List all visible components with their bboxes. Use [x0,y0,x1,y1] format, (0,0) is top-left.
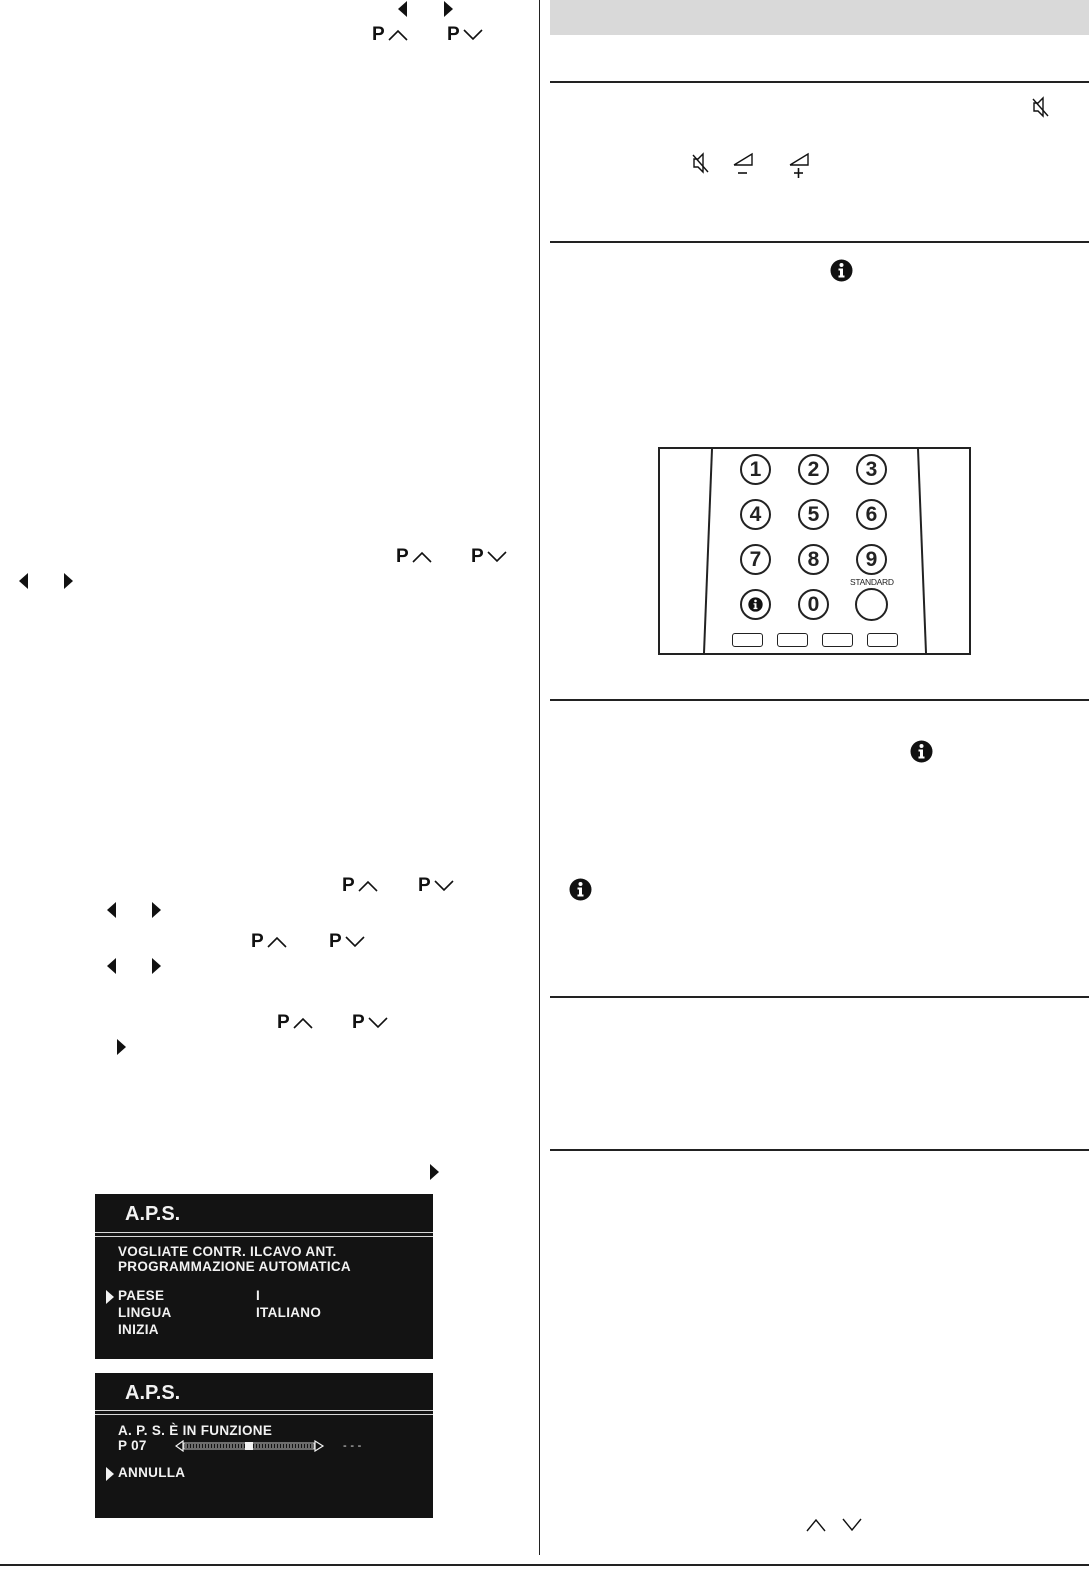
info-icon [748,597,763,612]
progress-start-arrow-icon [176,1441,183,1451]
progress-bar [175,1440,325,1452]
section-divider [550,81,1089,83]
chevron-up-icon [412,551,432,563]
left-arrow-icon [398,1,407,17]
menu-item-inizia[interactable]: INIZIA [118,1322,159,1337]
chevron-up-icon [293,1017,313,1029]
p-up-key [342,876,378,896]
color-key-3[interactable] [822,633,853,647]
menu-item-paese[interactable]: PAESE [118,1288,165,1303]
menu-value-lingua: ITALIANO [256,1305,322,1320]
color-key-4[interactable] [867,633,898,647]
digit-3-button[interactable]: 3 [856,454,887,485]
right-arrow-icon [430,1164,439,1180]
p-up-label: P [277,1012,290,1033]
left-arrow-icon [107,958,116,974]
left-arrow-icon [19,573,28,589]
chevron-up-icon [267,936,287,948]
mute-icon [692,152,710,179]
chevron-up-icon [806,1518,826,1537]
selection-cursor-icon [106,1467,114,1481]
p-up-label: P [342,875,355,896]
aps-channel-dashes: - - - [343,1440,362,1452]
p-down-key [352,1013,388,1033]
p-down-key [471,547,507,567]
chevron-down-icon [345,936,365,948]
remote-keypad-illustration [658,447,971,655]
aps-menu-line1: VOGLIATE CONTR. ILCAVO ANT. [118,1244,337,1259]
osd-divider [95,1232,433,1233]
digit-1-button[interactable]: 1 [740,454,771,485]
p-up-label: P [372,24,385,45]
left-arrow-icon [107,902,116,918]
volume-up-icon [788,152,810,183]
digit-6-button[interactable]: 6 [856,499,887,530]
chevron-down-icon [487,551,507,563]
selection-cursor-icon [106,1290,114,1304]
mute-icon [1032,96,1050,123]
right-arrow-icon [152,958,161,974]
digit-5-button[interactable]: 5 [798,499,829,530]
p-down-label: P [418,875,431,896]
color-key-2[interactable] [777,633,808,647]
chevron-down-icon [463,29,483,41]
color-key-1[interactable] [732,633,763,647]
p-up-key [396,547,432,567]
progress-thumb [245,1442,253,1450]
p-up-key [277,1013,313,1033]
volume-down-icon [732,152,754,181]
digit-4-button[interactable]: 4 [740,499,771,530]
aps-menu-screen [95,1194,433,1359]
info-icon [910,740,933,763]
digit-0-button[interactable]: 0 [798,589,829,620]
p-down-label: P [329,931,342,952]
aps-progress-screen [95,1373,433,1518]
p-up-label: P [251,931,264,952]
p-down-label: P [471,546,484,567]
chevron-down-icon [434,880,454,892]
p-down-label: P [352,1012,365,1033]
osd-divider [95,1414,433,1415]
info-icon [830,259,853,282]
p-down-key [418,876,454,896]
p-down-key [447,25,483,45]
digit-8-button[interactable]: 8 [798,544,829,575]
aps-menu-title: A.P.S. [125,1203,181,1225]
aps-menu-line2: PROGRAMMAZIONE AUTOMATICA [118,1259,351,1274]
page-bottom-rule [0,1564,1089,1566]
chevron-down-icon [842,1518,862,1537]
right-arrow-icon [117,1039,126,1055]
osd-divider [95,1236,433,1237]
aps-status-text: A. P. S. È IN FUNZIONE [118,1423,273,1438]
digit-9-button[interactable]: 9 [856,544,887,575]
chevron-up-icon [388,29,408,41]
column-divider [539,0,540,1555]
info-icon [569,878,592,901]
p-up-key [251,932,287,952]
section-divider [550,1149,1089,1151]
digit-7-button[interactable]: 7 [740,544,771,575]
osd-divider [95,1410,433,1411]
digit-2-button[interactable]: 2 [798,454,829,485]
menu-item-lingua[interactable]: LINGUA [118,1305,172,1320]
info-button[interactable] [740,589,771,620]
section-divider [550,241,1089,243]
section-divider [550,699,1089,701]
menu-value-paese: I [256,1288,261,1303]
p-up-label: P [396,546,409,567]
standard-button[interactable] [855,588,888,621]
right-arrow-icon [444,1,453,17]
progress-end-arrow-icon [315,1441,323,1451]
section-divider [550,996,1089,998]
aps-progress-title: A.P.S. [125,1382,181,1404]
chevron-down-icon [368,1017,388,1029]
cancel-button[interactable]: ANNULLA [118,1465,186,1480]
p-down-label: P [447,24,460,45]
right-arrow-icon [152,902,161,918]
p-down-key [329,932,365,952]
chevron-up-icon [358,880,378,892]
section-header-bar [550,0,1089,35]
aps-program-number: P 07 [118,1438,147,1453]
right-arrow-icon [64,573,73,589]
p-up-key [372,25,408,45]
standard-label: STANDARD [850,577,894,587]
